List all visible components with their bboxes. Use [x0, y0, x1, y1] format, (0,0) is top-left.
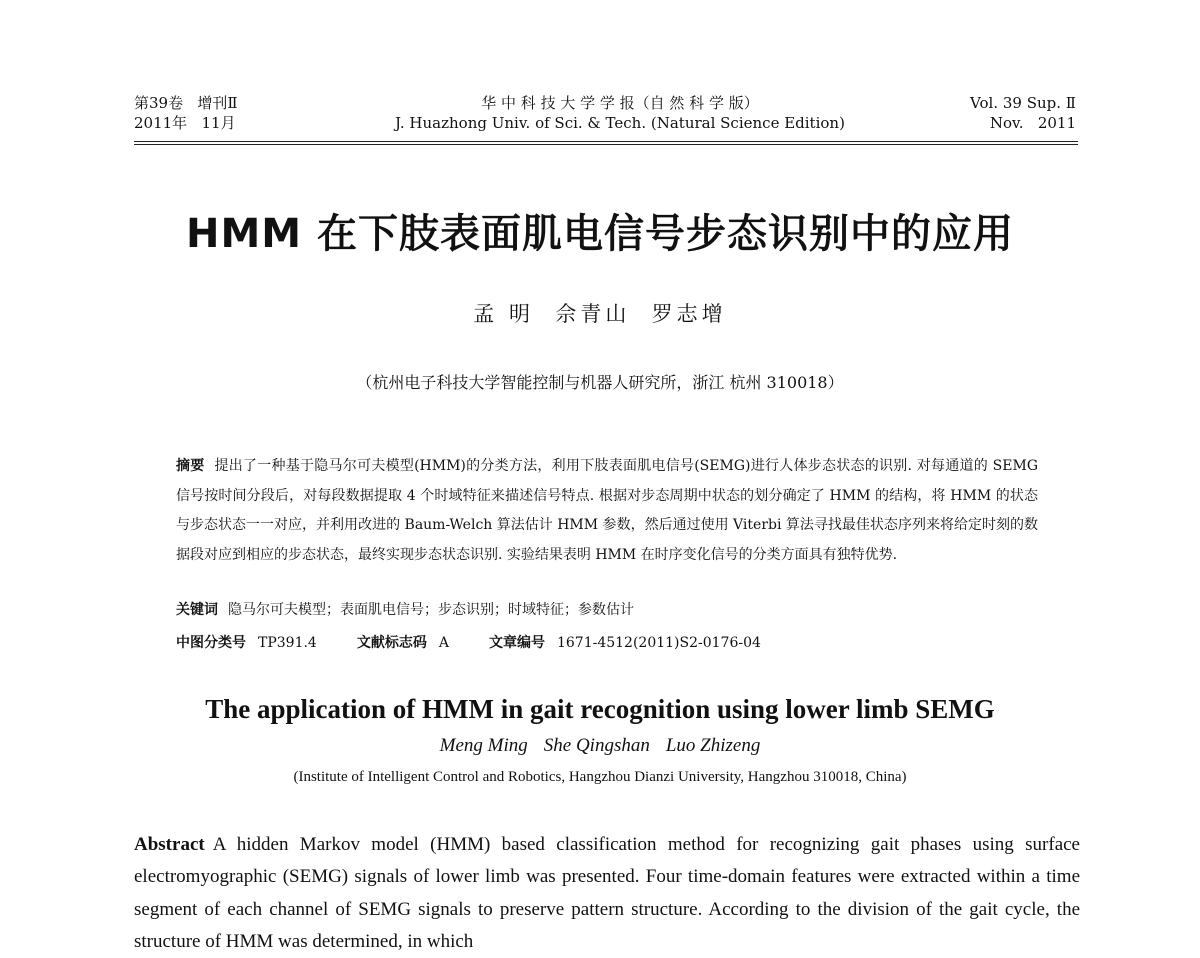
doc-code-label: 文献标志码: [356, 635, 427, 651]
authors-cn: 孟 明 佘青山 罗志增: [473, 302, 727, 326]
header-supplement-cn: 增刊Ⅱ: [197, 94, 238, 112]
header-journal-en: J. Huazhong Univ. of Sci. & Tech. (Natural Science Edition): [395, 114, 845, 132]
header-volume-en: Vol. 39 Sup. Ⅱ: [970, 94, 1076, 112]
keywords-cn: [176, 600, 634, 620]
header-rule-double: [134, 144, 1078, 145]
abstract-en-label: Abstract: [134, 834, 205, 855]
author-en: Luo Zhizeng: [665, 735, 761, 756]
abstract-cn-text: 提出了一种基于隐马尔可夫模型(HMM)的分类方法，利用下肢表面肌电信号(SEMG)进行人体步态状态的识别. 对每通道的 SEMG 信号按时间分段后，对每段数据提取 4 个时域特征来描述信号特点. 根据对步态周期中状态的划分确定了 HMM 的结构，将 HMM 的状态与步态状态一一对应，并利用改进的 Baum-Welch 算法估计 HMM 参数，然后通过使用 Viterbi 算法寻找最佳状态序列来将给定时刻的数据段对应到相应的步态状态，最终实现步态状态识别. 实验结果表明 HMM 在时序变化信号的分类方面具有独特优势.: [176, 458, 1039, 563]
clc-value: TP391.4: [258, 635, 317, 651]
article-no-label: 文章编号: [488, 635, 545, 651]
header-issue-info: [134, 93, 238, 133]
header-volume-cn: 第39卷: [134, 94, 184, 112]
abstract-en: [134, 829, 1080, 958]
keywords-cn-label: 关键词: [176, 602, 218, 618]
header-month-cn: 11月: [201, 114, 236, 132]
paper-title-cn: HMM 在下肢表面肌电信号步态识别中的应用: [185, 211, 1014, 257]
keywords-cn-text: 隐马尔可夫模型；表面肌电信号；步态识别；时域特征；参数估计: [228, 602, 634, 618]
article-no-value: 1671-4512(2011)S2-0176-04: [556, 635, 761, 651]
header-volume-info: [970, 93, 1076, 133]
affiliation-cn: （杭州电子科技大学智能控制与机器人研究所，浙江 杭州 310018）: [356, 373, 844, 392]
classification-cn: [176, 633, 761, 653]
abstract-cn: [176, 452, 1038, 570]
author-en: She Qingshan: [543, 735, 650, 756]
paper-title-en: The application of HMM in gait recognition using lower limb SEMG: [205, 694, 995, 724]
header-journal: [340, 93, 900, 133]
header-rule: [134, 141, 1078, 142]
clc-label: 中图分类号: [176, 635, 246, 651]
header-journal-cn: 华 中 科 技 大 学 学 报（自 然 科 学 版）: [481, 94, 759, 112]
authors-en: [0, 735, 1200, 757]
header-date-en: Nov. 2011: [989, 114, 1076, 132]
abstract-cn-label: 摘要: [176, 458, 205, 474]
affiliation-en: (Institute of Intelligent Control and Robotics, Hangzhou Dianzi University, Hangzhou 310018, China): [293, 769, 907, 785]
doc-code-value: A: [438, 635, 449, 651]
author-en: Meng Ming: [439, 735, 528, 756]
header-year-cn: 2011年: [134, 114, 188, 132]
abstract-en-text: A hidden Markov model (HMM) based classification method for recognizing gait phases using surface electromyographic (SEMG) signals of lower limb was presented. Four time-domain features were extracted within a time segment of each channel of SEMG signals to preserve pattern structure. According to the division of the gait cycle, the structure of HMM was determined, in which: [134, 834, 1080, 952]
